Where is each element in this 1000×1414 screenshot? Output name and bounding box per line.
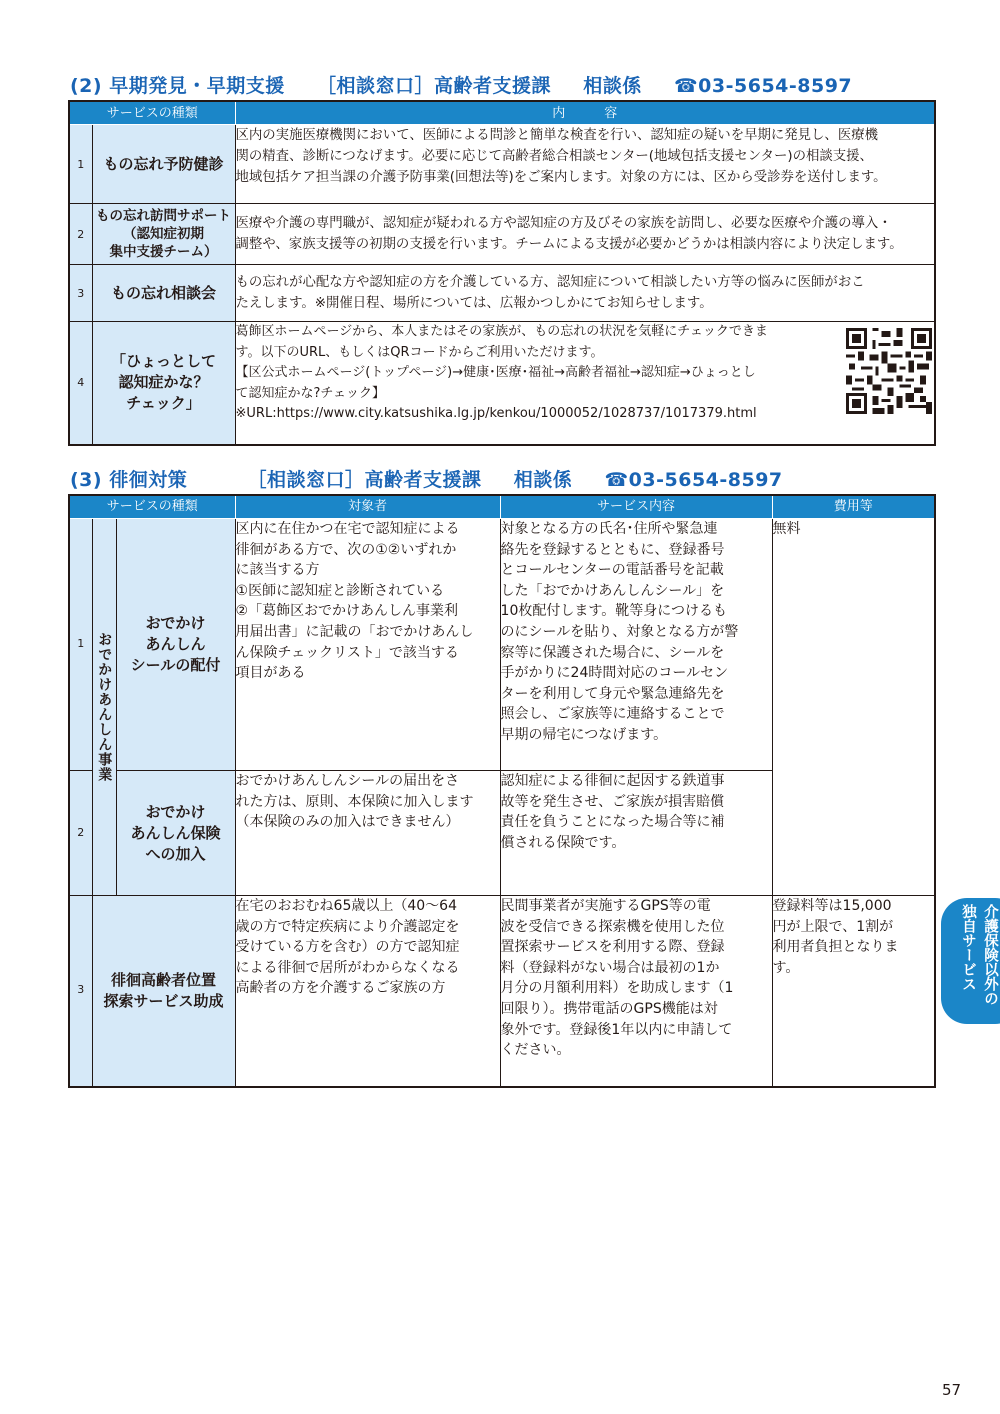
section3-table — [68, 494, 936, 1088]
row-number: 2 — [69, 204, 92, 265]
section2-table — [68, 100, 936, 446]
target-cell: おでかけあんしんシールの届出をさ れた方は、原則、本保険に加入します （本保険のみの加入はできません） — [235, 771, 500, 896]
table-row — [69, 322, 935, 445]
section2-desk: 相談係 — [583, 75, 642, 97]
service-content: もの忘れが心配な方や認知症の方を介護している方、認知症について相談したい方等の悩みに医師がおこ たえします。※開催日程、場所については、広報かつしかにてお知らせします。 — [235, 265, 935, 322]
target-cell: 在宅のおおむね65歳以上（40〜64 歳の方で特定疾病により介護認定を 受けている方を含む）の方で認知症 による徘徊で居所がわからなくなる 高齢者の方を介護するご家族の方 — [235, 896, 500, 1087]
row-number: 4 — [69, 322, 92, 445]
service-name: もの忘れ相談会 — [92, 265, 235, 322]
section3-title: 徘徊対策 — [109, 469, 188, 491]
row-number: 3 — [69, 265, 92, 322]
group-label: おでかけあんしん事業 — [92, 519, 116, 896]
service-name: もの忘れ訪問サポート （認知症初期 集中支援チーム） — [92, 204, 235, 265]
section2-heading — [70, 71, 852, 98]
row-number: 1 — [69, 125, 92, 204]
table-row — [69, 265, 935, 322]
section2-title: 早期発見・早期支援 — [109, 75, 285, 97]
service-name: おでかけ あんしん保険 への加入 — [116, 771, 235, 896]
section3-number: (3) — [70, 469, 103, 491]
service-name: 徘徊高齢者位置 探索サービス助成 — [92, 896, 235, 1087]
table-row — [69, 204, 935, 265]
table-row — [69, 896, 935, 1087]
service-content: 医療や介護の専門職が、認知症が疑われる方や認知症の方及びその家族を訪問し、必要な医療や介護の導入・ 調整や、家族支援等の初期の支援を行います。チームによる支援が必要かどうかは相談内容により決定します。 — [235, 204, 935, 265]
service-content: 葛飾区ホームページから、本人またはその家族が、もの忘れの状況を気軽にチェックできま す。以下のURL、もしくはQRコードからご利用いただけます。 【区公式ホームページ(トップページ)→健康･医療･福祉→高齢者福祉→認知症→ひょっとし て認知症かな?チェック】 ※URL:https://www.city.katsushika.lg.jp/kenkou/1000052/1028737/1017379.html — [235, 322, 935, 445]
service-name: 「ひょっとして 認知症かな？ チェック」 — [92, 322, 235, 445]
header-service-content: サービス内容 — [500, 495, 772, 519]
section3-phone[interactable]: ☎03-5654-8597 — [604, 469, 783, 491]
section3-window: ［相談窓口］高齢者支援課 — [247, 469, 482, 491]
service-content-cell: 対象となる方の氏名･住所や緊急連 絡先を登録するとともに、登録番号 とコールセンターの電話番号を記載 した「おでかけあんしんシール」を 10枚配付します。靴等身につけるも のにシールを貼り、対象となる方が警 察等に保護された場合に、シールを 手がかりに24時間対応のコールセン ターを利用して身元や緊急連絡先を 照会し、ご家族等に連絡することで 早期の帰宅につなげます。 — [500, 519, 772, 771]
row-number: 2 — [69, 771, 92, 896]
section3-heading — [70, 465, 783, 492]
header-cost: 費用等 — [772, 495, 935, 519]
header-service-type: サービスの種類 — [69, 495, 235, 519]
header-content: 内 容 — [235, 101, 935, 125]
section2-phone[interactable]: ☎03-5654-8597 — [674, 75, 853, 97]
cost-cell: 登録料等は15,000 円が上限で、1割が 利用者負担となりま す。 — [772, 896, 935, 1087]
page-number: 57 — [942, 1381, 962, 1399]
side-tab-label: 介護保険以外の 独自サービス — [960, 904, 998, 1006]
target-cell: 区内に在住かつ在宅で認知症による 徘徊がある方で、次の①②いずれか に該当する方 ①医師に認知症と診断されている ②「葛飾区おでかけあんしん事業利 用届出書」に記載の「おでかけあんし ん保険チェックリスト」で該当する 項目がある — [235, 519, 500, 771]
section3-desk: 相談係 — [513, 469, 573, 491]
row-number: 1 — [69, 519, 92, 771]
service-name: おでかけ あんしん シールの配付 — [116, 519, 235, 771]
url-link[interactable]: ※URL:https://www.city.katsushika.lg.jp/kenkou/1000052/1028737/1017379.html — [235, 406, 757, 421]
service-content-cell: 民間事業者が実施するGPS等の電 波を受信できる探索機を使用した位 置探索サービスを利用する際、登録 料（登録料がない場合は最初の1か 月分の月額利用料）を助成します（1 回限り）。携帯電話のGPS機能は対 象外です。登録後1年以内に申請して ください。 — [500, 896, 772, 1087]
service-name: もの忘れ予防健診 — [92, 125, 235, 204]
cost-cell: 無料 — [772, 519, 935, 896]
header-service-type: サービスの種類 — [69, 101, 235, 125]
table-row — [69, 519, 935, 771]
row-number: 3 — [69, 896, 92, 1087]
table-row — [69, 125, 935, 204]
section2-window: ［相談窓口］高齢者支援課 — [316, 75, 551, 97]
section2-number: (2) — [70, 75, 103, 97]
service-content-cell: 認知症による徘徊に起因する鉄道事 故等を発生させ、ご家族が損害賠償 責任を負うことになった場合等に補 償される保険です。 — [500, 771, 772, 896]
service-content: 区内の実施医療機関において、医師による問診と簡単な検査を行い、認知症の疑いを早期に発見し、医療機 関の精査、診断につなげます。必要に応じて高齢者総合相談センター(地域包括支援センター)の相談支援、 地域包括ケア担当課の介護予防事業(回想法等)をご案内します。対象の方には、区から受診券を送付します。 — [235, 125, 935, 204]
qr-code-icon[interactable] — [846, 328, 932, 414]
header-target: 対象者 — [235, 495, 500, 519]
